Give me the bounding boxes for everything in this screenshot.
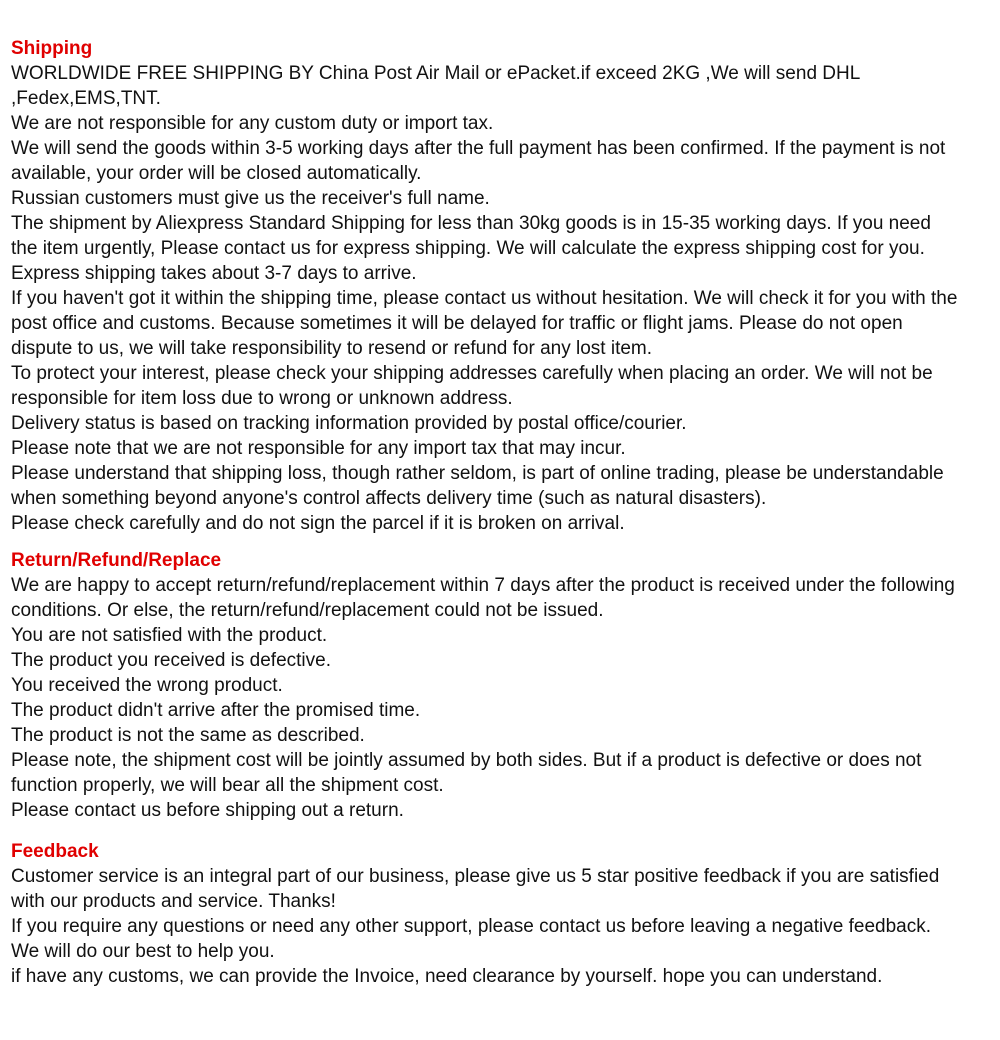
returns-paragraph: The product didn't arrive after the promised time. (11, 700, 421, 721)
feedback-paragraph: If you require any questions or need any other support, please contact us before leaving a negative feedback. We will do our best to help you. (11, 916, 931, 962)
returns-paragraph: The product you received is defective. (11, 650, 332, 671)
returns-paragraph: You received the wrong product. (11, 675, 283, 696)
feedback-section (11, 840, 961, 989)
shipping-paragraph: The shipment by Aliexpress Standard Shipping for less than 30kg goods is in 15-35 working days. If you need the item urgently, Please contact us for express shipping. We will calculate the express shipping cost for you. Express shipping takes about 3-7 days to arrive. (11, 213, 931, 284)
shipping-paragraph: If you haven't got it within the shipping time, please contact us without hesitation. We will check it for you with the post office and customs. Because sometimes it will be delayed for traffic or flight jams. Please do not open dispute to us, we will take responsibility to resend or refund for any lost item. (11, 288, 958, 359)
section-spacer (11, 536, 961, 549)
returns-paragraph: You are not satisfied with the product. (11, 625, 328, 646)
shipping-paragraph: Please note that we are not responsible for any import tax that may incur. (11, 438, 626, 459)
shipping-paragraph: Russian customers must give us the receiver's full name. (11, 188, 490, 209)
shipping-heading: Shipping (11, 38, 93, 59)
shipping-paragraph: Delivery status is based on tracking information provided by postal office/courier. (11, 413, 687, 434)
returns-heading: Return/Refund/Replace (11, 550, 222, 571)
returns-paragraph: Please note, the shipment cost will be jointly assumed by both sides. But if a product is defective or does not function properly, we will bear all the shipment cost. (11, 750, 922, 796)
returns-paragraph: We are happy to accept return/refund/replacement within 7 days after the product is received under the following conditions. Or else, the return/refund/replacement could not be issued. (11, 575, 955, 621)
shipping-paragraph: Please check carefully and do not sign the parcel if it is broken on arrival. (11, 513, 625, 534)
shipping-paragraph: We are not responsible for any custom duty or import tax. (11, 113, 494, 134)
returns-paragraph: The product is not the same as described. (11, 725, 365, 746)
returns-section (11, 549, 961, 823)
feedback-paragraph: if have any customs, we can provide the Invoice, need clearance by yourself. hope you can understand. (11, 966, 883, 987)
feedback-paragraph: Customer service is an integral part of our business, please give us 5 star positive feedback if you are satisfied with our products and service. Thanks! (11, 866, 940, 912)
shipping-paragraph: To protect your interest, please check your shipping addresses carefully when placing an order. We will not be responsible for item loss due to wrong or unknown address. (11, 363, 933, 409)
returns-paragraph: Please contact us before shipping out a return. (11, 800, 404, 821)
feedback-heading: Feedback (11, 841, 99, 862)
section-spacer (11, 823, 961, 840)
shipping-section (11, 37, 961, 536)
shipping-paragraph: We will send the goods within 3-5 working days after the full payment has been confirmed. If the payment is not available, your order will be closed automatically. (11, 138, 946, 184)
shipping-paragraph: WORLDWIDE FREE SHIPPING BY China Post Air Mail or ePacket.if exceed 2KG ,We will send DHL ,Fedex,EMS,TNT. (11, 63, 860, 109)
shipping-paragraph: Please understand that shipping loss, though rather seldom, is part of online trading, please be understandable when something beyond anyone's control affects delivery time (such as natural disasters). (11, 463, 944, 509)
